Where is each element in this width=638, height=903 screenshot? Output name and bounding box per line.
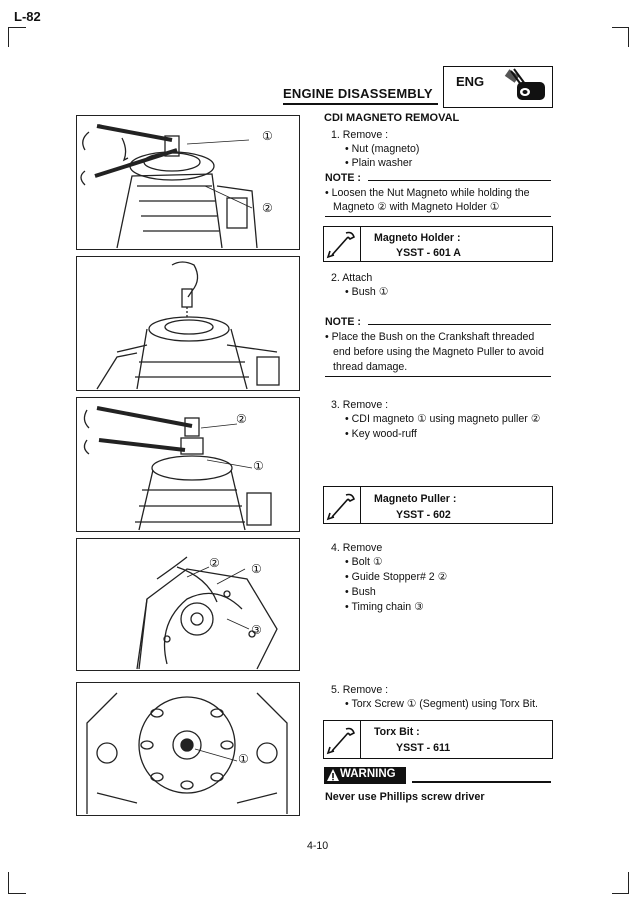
tool-name: Magneto Puller : bbox=[374, 493, 457, 505]
step1-heading: 1. Remove : bbox=[331, 129, 389, 141]
crop-mark bbox=[628, 872, 629, 894]
note2-line2: end before using the Magneto Puller to avoid bbox=[333, 346, 544, 358]
tool-code: YSST - 611 bbox=[396, 742, 451, 754]
eng-badge-label: ENG bbox=[456, 74, 485, 89]
note1-line2: Magneto ② with Magneto Holder ① bbox=[333, 201, 500, 213]
section-title: CDI MAGNETO REMOVAL bbox=[324, 112, 460, 124]
tool-name: Torx Bit : bbox=[374, 726, 420, 738]
tool-code: YSST - 602 bbox=[396, 509, 451, 521]
step4-item: • Timing chain ③ bbox=[345, 601, 424, 613]
figure-bush-attach bbox=[76, 256, 300, 391]
fig4-callout-3: ③ bbox=[251, 623, 262, 637]
tool-name: Magneto Holder : bbox=[374, 232, 461, 244]
tool-code: YSST - 601 A bbox=[396, 247, 461, 259]
page-number: 4-10 bbox=[307, 840, 329, 852]
crop-mark bbox=[612, 893, 629, 894]
fig1-callout-2: ② bbox=[262, 201, 273, 215]
step4-heading: 4. Remove bbox=[331, 542, 383, 554]
tool-box-magneto-holder bbox=[323, 226, 553, 262]
warning-label: WARNING bbox=[340, 768, 396, 780]
step1-item: • Plain washer bbox=[345, 157, 413, 169]
step4-item: • Bush bbox=[345, 586, 376, 598]
note1-label: NOTE : bbox=[325, 172, 361, 184]
warning-text: Never use Phillips screw driver bbox=[325, 791, 485, 803]
crop-mark bbox=[8, 893, 26, 894]
crop-mark bbox=[8, 872, 9, 894]
note1-rule bbox=[368, 180, 551, 181]
step2-heading: 2. Attach bbox=[331, 272, 373, 284]
warning-icon bbox=[327, 769, 339, 782]
note2-label: NOTE : bbox=[325, 316, 361, 328]
tool-icon bbox=[324, 721, 361, 758]
header-title: ENGINE DISASSEMBLY bbox=[283, 86, 433, 101]
fig4-callout-2: ② bbox=[209, 556, 220, 570]
note2-line3: thread damage. bbox=[333, 361, 408, 373]
note1-line1: • Loosen the Nut Magneto while holding the bbox=[325, 187, 530, 199]
fig3-callout-2: ② bbox=[236, 412, 247, 426]
step3-item: • Key wood-ruff bbox=[345, 428, 417, 440]
crop-mark bbox=[628, 27, 629, 47]
warning-badge bbox=[324, 767, 406, 784]
note2-end-rule bbox=[325, 376, 551, 377]
tool-box-magneto-puller bbox=[323, 486, 553, 524]
warning-rule bbox=[412, 781, 551, 783]
step5-heading: 5. Remove : bbox=[331, 684, 389, 696]
step5-item: • Torx Screw ① (Segment) using Torx Bit. bbox=[345, 698, 538, 710]
page-id: L-82 bbox=[14, 9, 41, 24]
fig3-callout-1: ① bbox=[253, 459, 264, 473]
fig5-callout-1: ① bbox=[238, 752, 249, 766]
crop-mark bbox=[612, 27, 629, 28]
fig4-callout-1: ① bbox=[251, 562, 262, 576]
step4-item: • Bolt ① bbox=[345, 556, 383, 568]
step1-item: • Nut (magneto) bbox=[345, 143, 420, 155]
crop-mark bbox=[8, 27, 9, 47]
crop-mark bbox=[8, 27, 26, 28]
tool-icon bbox=[324, 227, 361, 261]
note2-rule bbox=[368, 324, 551, 325]
figure-timing-chain bbox=[76, 538, 300, 671]
tool-box-torx-bit bbox=[323, 720, 553, 759]
step4-item: • Guide Stopper# 2 ② bbox=[345, 571, 448, 583]
fig1-callout-1: ① bbox=[262, 129, 273, 143]
engine-icon bbox=[503, 68, 549, 109]
step2-item: • Bush ① bbox=[345, 286, 389, 298]
figure-torx-screw bbox=[76, 682, 300, 816]
step3-item: • CDI magneto ① using magneto puller ② bbox=[345, 413, 541, 425]
figure-magneto-puller bbox=[76, 397, 300, 532]
header-rule bbox=[283, 103, 438, 105]
note2-line1: • Place the Bush on the Crankshaft threaded bbox=[325, 331, 535, 343]
step3-heading: 3. Remove : bbox=[331, 399, 389, 411]
tool-icon bbox=[324, 487, 361, 523]
note1-end-rule bbox=[325, 216, 551, 217]
